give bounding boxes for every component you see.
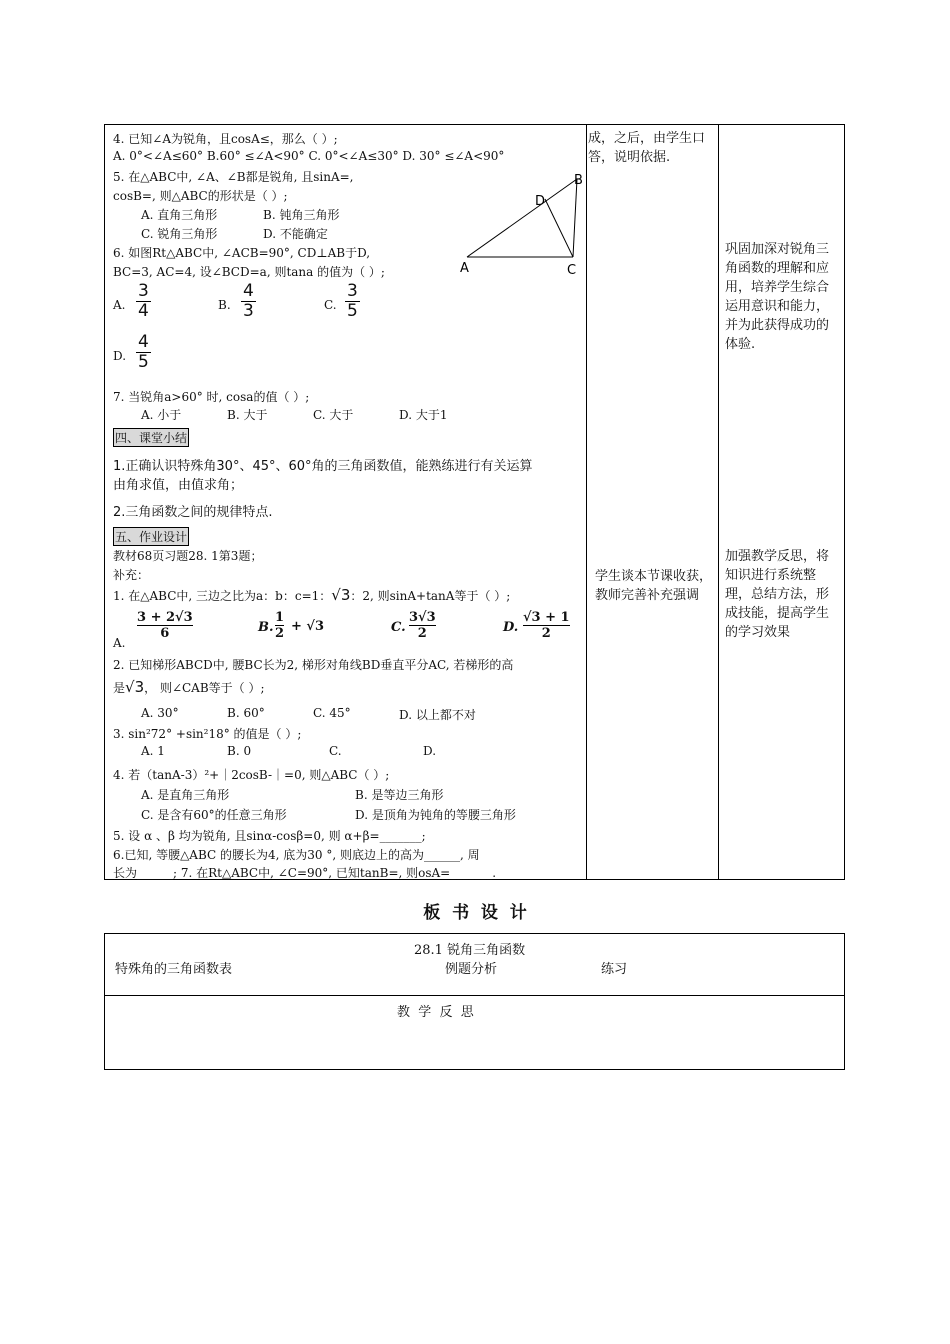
hw2-option-d: D. 以上都不对 xyxy=(399,708,476,722)
intent-middle: 巩固加深对锐角三角函数的理解和应用，培养学生综合运用意识和能力，并为此获得成功的体验. xyxy=(725,242,830,352)
hw2-option-b: B. 60° xyxy=(227,706,265,720)
column-divider-1 xyxy=(586,125,587,879)
hw4-option-b: B. 是等边三角形 xyxy=(355,788,444,802)
q6-option-d-fraction xyxy=(136,333,151,372)
hw1-option-c-label: C. xyxy=(391,620,406,635)
q6-option-a-numerator: 3 xyxy=(138,281,149,301)
hw1-stem xyxy=(113,586,510,604)
hw4-option-c: C. 是含有60°的任意三角形 xyxy=(141,808,287,822)
q6-option-d-denominator: 5 xyxy=(138,352,149,372)
hw1-stem-pre: 1. 在△ABC中, 三边之比为a：b：c=1： xyxy=(113,589,332,603)
summary-heading: 四、课堂小结 xyxy=(113,428,189,447)
board-left-text: 特殊角的三角函数表 xyxy=(115,962,233,977)
hw3-option-c: C. xyxy=(329,744,342,758)
hw6-line-2: 长为______; 7. 在Rt△ABC中, ∠C=90°, 已知tanB=, 则osA=_______. xyxy=(113,866,497,880)
q5-option-d: D. 不能确定 xyxy=(263,227,328,241)
summary-item-2: 2.三角函数之间的规律特点. xyxy=(113,505,273,520)
q5-option-b: B. 钝角三角形 xyxy=(263,208,340,222)
hw1-option-b-denominator: 2 xyxy=(275,626,285,641)
hw1-option-d-label: D. xyxy=(503,620,519,635)
hw2-post: ， 则∠CAB等于（ ）; xyxy=(144,681,265,695)
q4-options: A. 0°<∠A≤60° B.60° ≤∠A<90° C. 0°<∠A≤30° D. 30° ≤∠A<90° xyxy=(113,149,505,163)
hw1-option-c-denominator: 2 xyxy=(417,626,427,641)
hw2-option-a: A. 30° xyxy=(141,706,179,720)
hw1-option-b-numerator: 1 xyxy=(275,610,285,625)
altitude-cd xyxy=(545,199,573,257)
hw1-option-a-numerator: 3 + 2√3 xyxy=(137,610,193,625)
hw4-option-a: A. 是直角三角形 xyxy=(141,788,230,802)
q7-option-c: C. 大于 xyxy=(313,408,354,422)
label-d: D xyxy=(535,194,546,209)
q6-option-c-label: C. xyxy=(324,298,337,312)
activity-bottom: 学生谈本节课收获，教师完善补充强调 xyxy=(595,569,713,603)
hw1-option-a-label: A. xyxy=(113,636,126,650)
hw1-option-b-label: B. xyxy=(258,620,274,635)
q6-stem-line2: BC=3, AC=4, 设∠BCD=a, 则tana 的值为（ ）; xyxy=(113,265,385,279)
reflection-heading: 教 学 反 思 xyxy=(397,1005,474,1020)
q6-option-d-label: D. xyxy=(113,349,127,363)
q6-option-b-numerator: 4 xyxy=(243,281,254,301)
hw1-option-b-fraction xyxy=(275,610,284,641)
q7-stem: 7. 当锐角a>60° 时, cosa的值（ ）; xyxy=(113,390,310,404)
hw1-option-d-fraction xyxy=(523,610,570,641)
hw3-stem: 3. sin²72° +sin²18° 的值是（ ）; xyxy=(113,727,302,741)
q5-stem-line1: 5. 在△ABC中, ∠A、∠B都是锐角, 且sinA=, xyxy=(113,170,354,184)
q5-stem-line2: cosB=, 则△ABC的形状是（ ）; xyxy=(113,189,288,203)
hw1-option-b-tail: + √3 xyxy=(291,619,325,634)
hw4-stem: 4. 若（tanA-3）²+｜2cosB-｜=0, 则△ABC（ ）; xyxy=(113,768,390,782)
board-center-title: 28.1 锐角三角函数 xyxy=(414,943,526,958)
hw3-option-d: D. xyxy=(423,744,437,758)
homework-heading: 五、作业设计 xyxy=(113,527,189,546)
q6-option-c-denominator: 5 xyxy=(347,301,358,321)
hw1-stem-post: ：2, 则sinA+tanA等于（ ）; xyxy=(350,589,511,603)
board-design-title: 板 书 设 计 xyxy=(423,903,527,923)
q6-option-c-fraction xyxy=(345,282,360,321)
hw4-option-d: D. 是顶角为钝角的等腰三角形 xyxy=(355,808,516,822)
hw5-stem: 5. 设 α 、β 均为锐角, 且sinα-cosβ=0, 则 α+β=_______; xyxy=(113,829,426,843)
q6-option-a-label: A. xyxy=(113,298,126,312)
hw2-line-2 xyxy=(113,678,265,696)
q6-option-b-denominator: 3 xyxy=(243,301,254,321)
side-bc xyxy=(573,179,577,257)
label-c: C xyxy=(567,263,577,278)
hw1-option-a-fraction xyxy=(137,610,193,641)
summary-item-1-line1: 1.正确认识特殊角30°、45°、60°角的三角函数值，能熟练进行有关运算 xyxy=(113,459,533,474)
column-divider-2 xyxy=(718,125,719,879)
hw3-option-b: B. 0 xyxy=(227,744,252,758)
homework-line-2: 补充： xyxy=(113,568,150,582)
q6-option-a-fraction xyxy=(136,282,151,321)
board-right-text: 练习 xyxy=(601,962,628,977)
q6-stem-line1: 6. 如图Rt△ABC中, ∠ACB=90°, CD⊥AB于D, xyxy=(113,246,371,260)
q7-option-a: A. 小于 xyxy=(141,408,182,422)
hw1-option-d-numerator: √3 + 1 xyxy=(523,610,570,625)
q7-option-d: D. 大于1 xyxy=(399,408,448,422)
hw6-line-1: 6.已知, 等腰△ABC 的腰长为4, 底为30 °, 则底边上的高为______, 周 xyxy=(113,848,480,862)
hw3-option-a: A. 1 xyxy=(141,744,165,758)
hw2-line-1: 2. 已知梯形ABCD中, 腰BC长为2, 梯形对角线BD垂直平分AC, 若梯形的高 xyxy=(113,658,514,672)
hw1-option-a-denominator: 6 xyxy=(160,626,170,641)
q7-option-b: B. 大于 xyxy=(227,408,268,422)
hw2-sqrt3: √3 xyxy=(125,678,145,696)
q6-option-c-numerator: 3 xyxy=(347,281,358,301)
q6-option-a-denominator: 4 xyxy=(138,301,149,321)
board-table xyxy=(104,933,845,1070)
hw1-sqrt3: √3 xyxy=(331,586,351,604)
hw2-option-c: C. 45° xyxy=(313,706,351,720)
label-a: A xyxy=(460,261,469,276)
activity-top: 成，之后，由学生口答，说明依据. xyxy=(588,131,706,165)
board-divider xyxy=(105,995,844,996)
homework-line-1: 教材68页习题28. 1第3题； xyxy=(113,549,263,563)
lesson-table xyxy=(104,124,845,880)
side-ab xyxy=(467,179,577,257)
q6-option-b-fraction xyxy=(241,282,256,321)
q5-option-c: C. 锐角三角形 xyxy=(141,227,218,241)
hw2-pre: 是 xyxy=(113,681,126,695)
q5-option-a: A. 直角三角形 xyxy=(141,208,218,222)
q6-option-d-numerator: 4 xyxy=(138,332,149,352)
label-b: B xyxy=(574,173,583,188)
intent-bottom: 加强教学反思，将知识进行系统整理，总结方法，形成技能，提高学生的学习效果 xyxy=(725,549,830,640)
board-middle-text: 例题分析 xyxy=(445,962,498,977)
hw1-option-c-fraction xyxy=(409,610,436,641)
summary-item-1-line2: 由角求值，由值求角； xyxy=(113,478,244,493)
q6-option-b-label: B. xyxy=(218,298,231,312)
q4-stem: 4. 已知∠A为锐角，且cosA≤，那么（ ）; xyxy=(113,132,338,146)
hw1-option-c-numerator: 3√3 xyxy=(409,610,436,625)
triangle-figure xyxy=(455,171,585,283)
hw1-option-d-denominator: 2 xyxy=(541,626,551,641)
